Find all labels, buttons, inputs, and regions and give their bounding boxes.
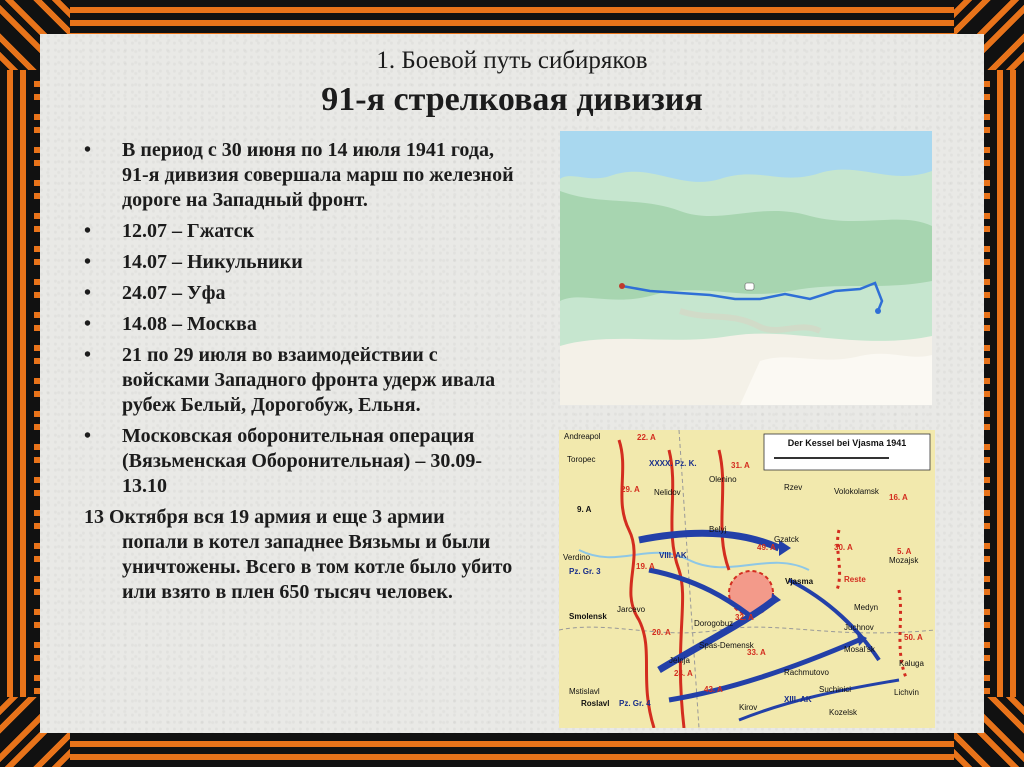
army-label: 31. A [731, 461, 750, 470]
place-label: Mosal'sk [844, 645, 875, 654]
ribbon-right [990, 0, 1024, 767]
place-label: Mozajsk [889, 556, 919, 565]
bullet-text: 21 по 29 июля во взаимодействии с войсками Западного фронта удерж ивала рубеж Белый, Дорогобуж, Ельня. [122, 344, 496, 416]
bullet-item [84, 281, 514, 306]
army-label: 50. A [904, 633, 923, 642]
place-label: Roslavl [581, 699, 610, 708]
german-unit-label: XXXX. Pz. K. [649, 459, 697, 468]
place-label: Rachmutovo [784, 668, 829, 677]
place-label: Smolensk [569, 612, 607, 621]
bullet-item [84, 343, 514, 418]
bullet-text: В период с 30 июня по 14 июля 1941 года, 91-я дивизия совершала марш по железной дороге на Западный фронт. [122, 139, 514, 211]
bullet-icon: • [84, 313, 92, 335]
army-label: 9. A [577, 505, 592, 514]
place-label: Spas-Demensk [699, 641, 754, 650]
place-label: Rzev [784, 483, 803, 492]
place-label: Volokolamsk [834, 487, 879, 496]
slide-title [40, 44, 984, 122]
place-label: Mstislavl [569, 687, 600, 696]
army-label: 29. A [621, 485, 640, 494]
place-label: Verdino [563, 553, 591, 562]
slide-title-line2: 91-я стрелковая дивизия [321, 81, 703, 118]
bullet-text: 12.07 – Гжатск [122, 220, 255, 242]
german-unit-label: Pz. Gr. 3 [569, 567, 601, 576]
army-label: 16. A [889, 493, 908, 502]
bullet-text: 14.07 – Никульники [122, 251, 303, 273]
place-label: Toropec [567, 455, 596, 464]
bullet-text: 24.07 – Уфа [122, 282, 226, 304]
place-label: Jarcevo [617, 605, 646, 614]
bullet-text: Московская оборонительная операция (Вязьменская Оборонительная) – 30.09-13.10 [122, 425, 482, 497]
army-label: 5. A [897, 547, 912, 556]
german-unit-label: Reste [844, 575, 866, 584]
army-label: 43. A [704, 685, 723, 694]
vyazma-kessel-map [559, 430, 935, 728]
route-map-graphic [560, 131, 932, 405]
route-map [560, 131, 932, 405]
place-label: Vjasma [785, 577, 814, 586]
ribbon-top [0, 0, 1024, 33]
german-unit-label: VIII. AK [659, 551, 687, 560]
bullet-item [84, 424, 514, 499]
bullet-icon: • [84, 251, 92, 273]
bullet-text: 14.08 – Москва [122, 313, 257, 335]
ribbon-bottom [0, 734, 1024, 767]
bullet-icon: • [84, 139, 92, 161]
place-label: Jelnja [669, 656, 690, 665]
place-label: Kaluga [899, 659, 924, 668]
bullet-icon: • [84, 282, 92, 304]
place-label: Dorogobuz [694, 619, 734, 628]
slide-text [84, 138, 514, 605]
bullet-item [84, 250, 514, 275]
bullet-icon: • [84, 344, 92, 366]
ribbon-left [0, 0, 34, 767]
army-label: 49. A [757, 543, 776, 552]
place-label: Gzatck [774, 535, 799, 544]
german-unit-label: XIII. AK [784, 695, 812, 704]
army-label: 19. A [636, 562, 655, 571]
bullet-icon: • [84, 425, 92, 447]
place-label: Nelidov [654, 488, 681, 497]
german-unit-label: Pz. Gr. 4 [619, 699, 651, 708]
place-label: Kirov [739, 703, 758, 712]
place-label: Olenino [709, 475, 737, 484]
kessel-map-graphic [559, 430, 935, 728]
bullet-list [84, 138, 514, 499]
army-label: 22. A [637, 433, 656, 442]
army-label: 30. A [834, 543, 853, 552]
kessel-map-title: Der Kessel bei Vjasma 1941 [787, 438, 907, 448]
place-label: Juchnov [844, 623, 874, 632]
bullet-item [84, 138, 514, 213]
slide-title-line1: 1. Боевой путь сибиряков [376, 47, 648, 74]
bullet-icon: • [84, 220, 92, 242]
slide-canvas [40, 34, 984, 733]
bullet-item [84, 219, 514, 244]
army-label: 33. A [747, 648, 766, 657]
place-label: Kozelsk [829, 708, 858, 717]
army-label: 32. A [735, 613, 754, 622]
place-label: Andreapol [564, 432, 601, 441]
summary-paragraph: 13 Октября вся 19 армия и еще 3 армии попали в котел западнее Вязьмы и были уничтожены. Всего в том котле было убито или взято в плен 650 тысяч человек. [84, 506, 513, 603]
army-label: 24. A [674, 669, 693, 678]
bullet-item [84, 312, 514, 337]
place-label: Belyj [709, 525, 727, 534]
place-label: Lichvin [894, 688, 919, 697]
place-label: Medyn [854, 603, 879, 612]
army-label: 20. A [652, 628, 671, 637]
place-label: Suchinici [819, 685, 852, 694]
